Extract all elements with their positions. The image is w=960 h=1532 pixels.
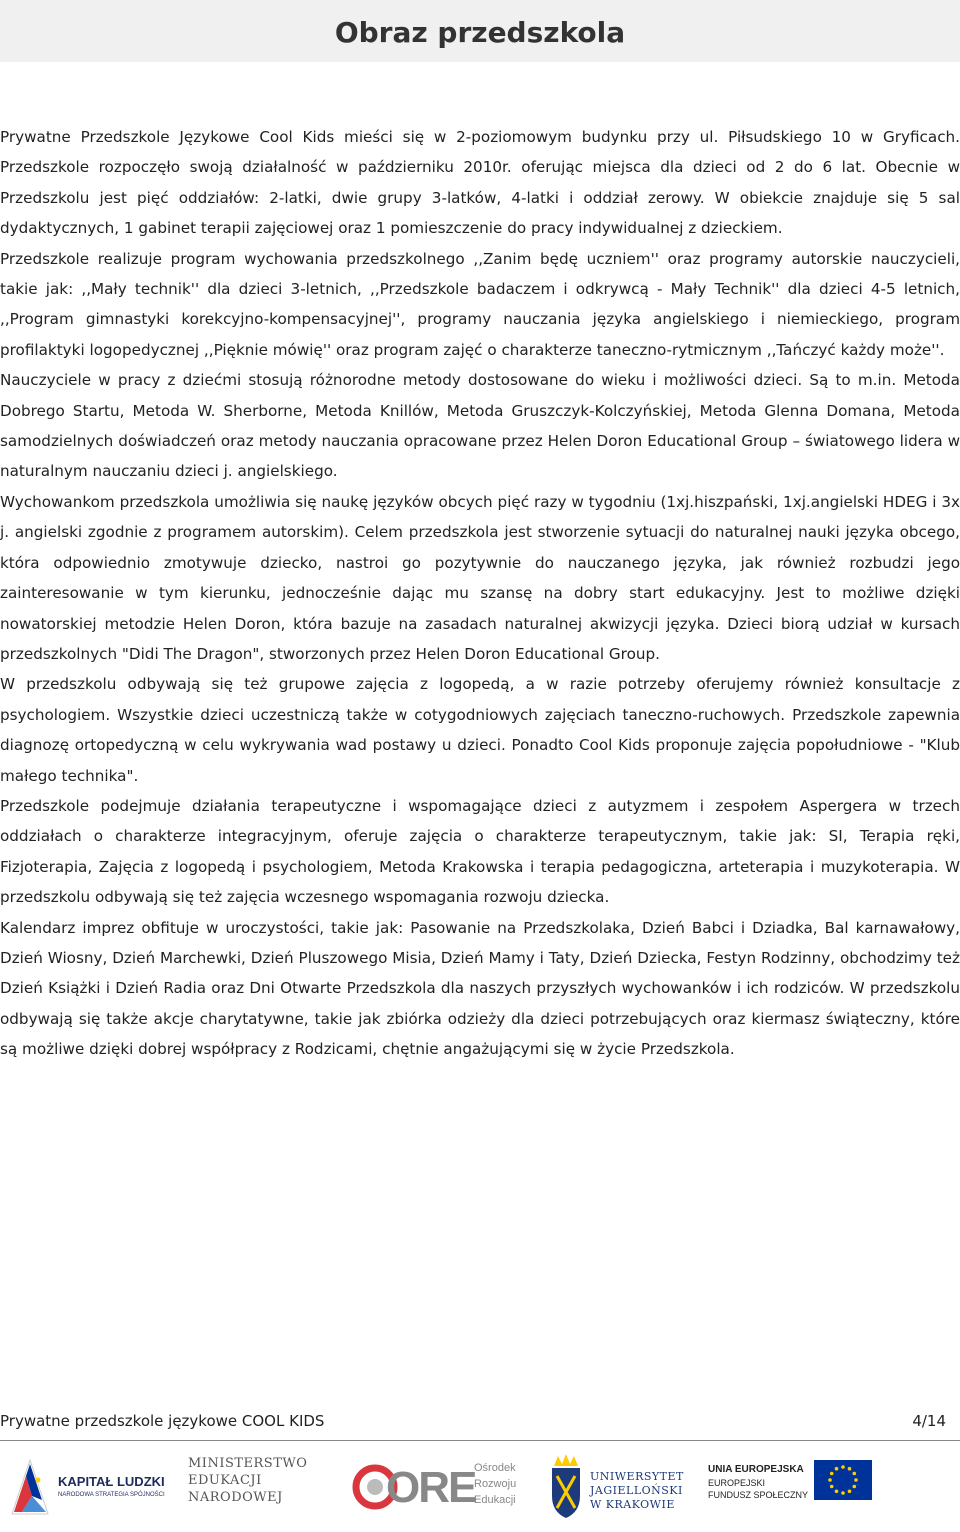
paragraph-programs: Przedszkole realizuje program wychowania przedszkolnego ,,Zanim będę uczniem'' oraz programy autorskie nauczycieli, takie jak: ,,Mały technik'' dla dzieci 3-letnich, ,,Przedszkole badaczem i odkrywcą - Mały Technik'' dla dzieci 4-5 letnich, ,,Program gimnastyki korekcyjno-kompensacyjnej'', programy nauczania języka angielskiego i niemieckiego, program profilaktyki logopedycznej ,,Pięknie mówię'' oraz program zajęć o charakterze taneczno-rytmicznym ,,Tańczyć każdy może''. <box>0 249 960 359</box>
page-number: 4/14 <box>912 1412 946 1430</box>
ore-line1: Ośrodek <box>474 1462 516 1474</box>
uj-crest-icon <box>548 1452 584 1520</box>
men-logo <box>188 1456 318 1522</box>
sponsor-logos <box>0 1450 960 1528</box>
ore-line2: Rozwoju <box>474 1478 517 1490</box>
paragraph-intro: Prywatne Przedszkole Językowe Cool Kids mieści się w 2-poziomowym budynku przy ul. Piłsudskiego 10 w Gryficach. Przedszkole rozpoczęło swoją działalność w październiku 2010r. oferując miejsca dla dzieci od 2 do 6 lat. Obecnie w Przedszkolu jest pięć oddziałów: 2-latki, dwie grupy 3-latków, 4-latki i oddział zerowy. W obiekcie znajduje się 5 sal dydaktycznych, 1 gabinet terapii zajęciowej oraz 1 pomieszczenie do pracy indywidualnej z dzieckiem. <box>0 128 960 238</box>
uj-logo <box>548 1452 698 1524</box>
eu-flag-icon <box>814 1460 872 1500</box>
title-bar <box>0 0 960 62</box>
kapital-ludzki-icon <box>8 1456 52 1516</box>
ue-line2: EUROPEJSKI <box>708 1478 766 1488</box>
uj-line2: JAGIELLOŃSKI <box>590 1484 683 1497</box>
footer-title: Prywatne przedszkole językowe COOL KIDS <box>0 1412 325 1430</box>
page-title: Obraz przedszkola <box>334 16 626 49</box>
paragraph-methods: Nauczyciele w pracy z dziećmi stosują różnorodne metody dostosowane do wieku i możliwości dzieci. Są to m.in. Metoda Dobrego Startu, Metoda W. Sherborne, Metoda Knillów, Metoda Gruszczyk-Kolczyńskiej, Metoda Glenna Domana, Metoda samodzielnych doświadczeń oraz metody nauczania opracowane przez Helen Doron Educational Group – światowego lidera w naturalnym nauczaniu dzieci j. angielskiego. <box>0 371 960 481</box>
ore-logo <box>352 1456 532 1522</box>
footer-divider <box>0 1440 960 1441</box>
kapital-ludzki-logo <box>8 1454 178 1520</box>
uj-line1: UNIWERSYTET <box>590 1470 684 1483</box>
paragraph-extra-classes: W przedszkolu odbywają się też grupowe zajęcia z logopedą, a w razie potrzeby oferujemy również konsultacje z psychologiem. Wszystkie dzieci uczestniczą także w cotygodniowych zajęciach taneczno-ruchowych. Przedszkole zapewnia diagnozę ortopedyczną w celu wykrywania wad postawy u dzieci. Ponadto Cool Kids proponuje zajęcia popołudniowe - "Klub małego technika". <box>0 675 960 785</box>
ue-line3: FUNDUSZ SPOŁECZNY <box>708 1490 809 1500</box>
ue-line1: UNIA EUROPEJSKA <box>708 1464 804 1475</box>
men-line1: MINISTERSTWO <box>188 1456 308 1471</box>
kapital-ludzki-line1: KAPITAŁ LUDZKI <box>58 1474 165 1489</box>
men-line3: NARODOWEJ <box>188 1490 283 1505</box>
paragraph-events: Kalendarz imprez obfituje w uroczystości, takie jak: Pasowanie na Przedszkolaka, Dzień Babci i Dziadka, Bal karnawałowy, Dzień Wiosny, Dzień Marchewki, Dzień Pluszowego Misia, Dzień Mamy i Taty, Dzień Dziecka, Festyn Rodzinny, obchodzimy też Dzień Książki i Dzień Radia oraz Dni Otwarte Przedszkola dla naszych przyszłych wychowanków i ich rodziców. W przedszkolu odbywają się także akcje charytatywne, takie jak zbiórka odzieży dla dzieci potrzebujących oraz kiermasz świąteczny, które są możliwe dzięki dobrej współpracy z Rodzicami, chętnie angażującymi się w życie Przedszkola. <box>0 918 960 1059</box>
document-body <box>0 122 960 1065</box>
uj-line3: W KRAKOWIE <box>590 1498 675 1511</box>
paragraph-therapy: Przedszkole podejmuje działania terapeutyczne i wspomagające dzieci z autyzmem i zespołem Aspergera w trzech oddziałach o charakterze integracyjnym, oferuje zajęcia o charakterze terapeutycznym, takie jak: SI, Terapia ręki, Fizjoterapia, Zajęcia z logopedą i psychologiem, Metoda Krakowska i terapia pedagogiczna, arteterapia i muzykoterapia. W przedszkolu odbywają się też zajęcia wczesnego wspomagania rozwoju dziecka. <box>0 796 960 907</box>
men-line2: EDUKACJI <box>188 1473 262 1488</box>
kapital-ludzki-line2: NARODOWA STRATEGIA SPÓJNOŚCI <box>58 1492 165 1498</box>
paragraph-languages: Wychowankom przedszkola umożliwia się naukę języków obcych pięć razy w tygodniu (1xj.hiszpański, 1xj.angielski HDEG i 3x j. angielski zgodnie z programem autorskim). Celem przedszkola jest stworzenie sytuacji do naturalnej nauki języka obcego, która odpowiednio zmotywuje dziecko, nastroi go pozytywnie do nauczanego języka, jak również rozbudzi jego zainteresowanie w tym kierunku, jednocześnie dając mu szansę na dobry start edukacyjny. Jest to możliwe dzięki nowatorskiej metodzie Helen Doron, która bazuje na zasadach naturalnej akwizycji języka. Dzieci biorą udział w kursach przedszkolnych "Didi The Dragon", stworzonych przez Helen Doron Educational Group. <box>0 492 960 663</box>
ore-line3: Edukacji <box>474 1494 516 1506</box>
ue-efs-logo <box>708 1458 958 1518</box>
ore-mark: ORE <box>386 1463 476 1512</box>
